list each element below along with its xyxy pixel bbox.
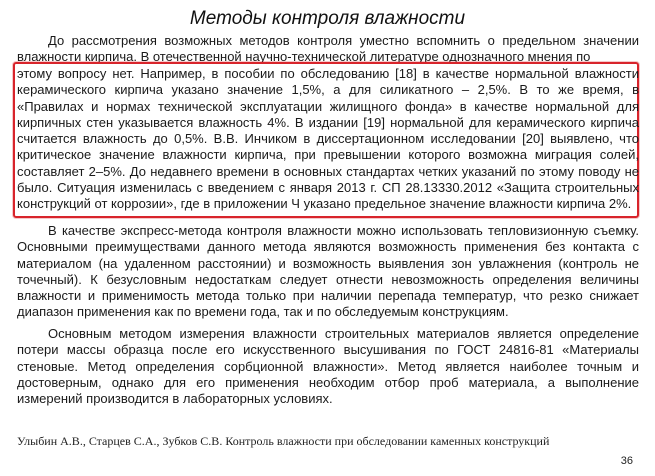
- paragraph-intro: До рассмотрения возможных методов контроля уместно вспомнить о предельном значении влажности кирпича. В отечественной научно-технической литературе однозначного мнения по: [17, 33, 639, 65]
- paragraph-gravimetric-method: Основным методом измерения влажности строительных материалов является определение потери массы образца после его искусственного высушивания по ГОСТ 24816-81 «Материалы стеновые. Метод определения сорбционной влажности». Метод является наиболее точным и достоверным, однако для его применения необходим отбор проб материала, а выполнение измерений производится в лабораторных условиях.: [17, 326, 639, 407]
- paragraph-thermal-imaging: В качестве экспресс-метода контроля влажности можно использовать тепловизионную съемку. Основными преимуществами данного метода являются возможность применения без контакта с материалом (на удаленном расстоянии) и возможность выявления зон увлажнения (контроль не точечный). К безусловным недостаткам следует отнести невозможность определения величины влажности и применимость метода только при наличии перепада температур, что резко снижает диапазон применения как по времени года, так и по обследуемым конструкциям.: [17, 223, 639, 320]
- section-title: Методы контроля влажности: [189, 8, 466, 29]
- page-footer-citation: Улыбин А.В., Старцев С.А., Зубков С.В. Контроль влажности при обследовании каменных конструкций: [17, 434, 550, 448]
- page-number: 36: [620, 455, 633, 467]
- paragraph-highlighted: этому вопросу нет. Например, в пособии по обследованию [18] в качестве нормальной влажности керамического кирпича указано значение 1,5%, а для силикатного – 2,5%. В то же время, в «Правилах и нормах технической эксплуатации жилищного фонда» в качестве нормальной для кирпичных стен указывается влажность 4%. В издании [19] нормальной для керамического кирпича считается влажность до 0,5%. В.В. Инчиком в диссертационном исследовании [20] выявлено, что критическое значение влажности кирпича, при превышении которого возможна миграция солей, составляет 2–5%. До недавнего времени в основных стандартах четких указаний по этому поводу не было. Ситуация изменилась с введением с января 2013 г. СП 28.13330.2012 «Защита строительных конструкций от коррозии», где в приложении Ч указано предельное значение влажности кирпича 2%.: [17, 66, 639, 212]
